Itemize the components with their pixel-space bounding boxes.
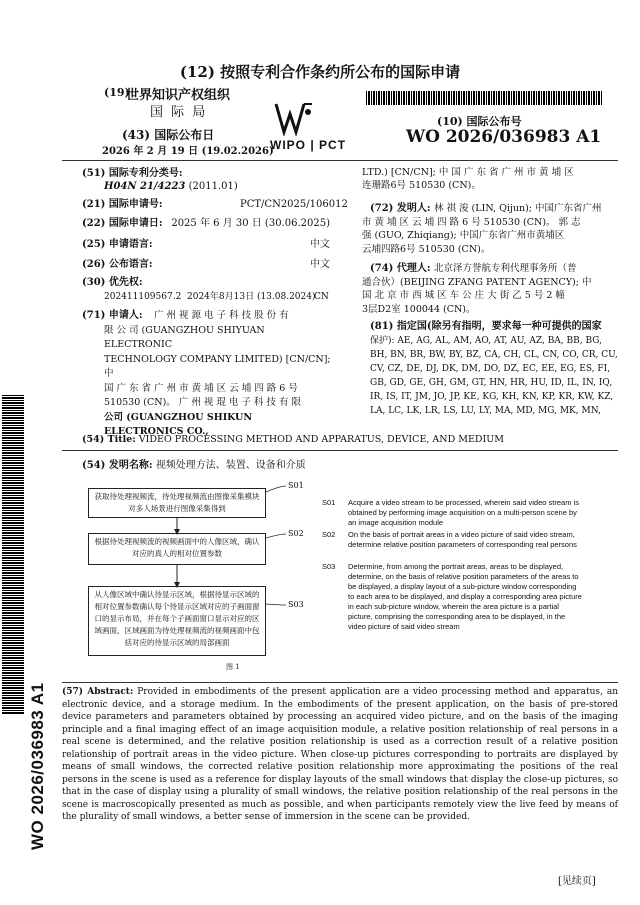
title-en: VIDEO PROCESSING METHOD AND APPARATUS, DEVICE, AND MEDIUM (138, 434, 504, 445)
abstract-text: Provided in embodiments of the present application are a video processing method and apparatus, an electronic device, and a storage medium. In the embodiments of the present application, on the basis of pre-stored device parameters and parameters obtained by processing an acquired video picture, and on the basis of the imaging principle and a final imaging effect of an image acquisition module, a relative position relationship of real persons in a real scene is determined, and the relative position relationship is used as a correction result of a relative position relationship of portrait areas in the video picture. When close-up pictures corresponding to portraits are displayed by means of small windows, the corrected relative position relationship more approximating the positions of the real persons in the scene is used as a reference for display layouts of the small windows that display the close-up pictures, so that in the case of display using a plurality of small windows, the relative position relationship of the real persons in the scene is macroscopically presented as much as possible, and when participants remotely view the live feed by means of the plurality of small windows, a better sense of immersion in the scene can be provided. (62, 687, 618, 822)
agent-line: 国 北 京 市 西 城 区 车 公 庄 大 街 乙 5 号 2 幢 (362, 290, 565, 301)
ipc-year: (2011.01) (188, 181, 238, 192)
agent-line: 3层D2室 100044 (CN)。 (362, 303, 476, 315)
applicant-line: TECHNOLOGY COMPANY LIMITED) [CN/CN]; 中 (104, 353, 331, 379)
filing-label: (22) 国际申请日: (82, 218, 163, 229)
applicant-label: (71) 申请人: (82, 310, 143, 321)
desc-text-s02: On the basis of portrait areas in a video picture of said video stream, determine relative position parameters of corresponding real persons (348, 530, 577, 549)
figure-caption: 图 1 (226, 663, 240, 671)
applicant-line: 国 广 东 省 广 州 市 黄 埔 区 云 埔 四 路 6 号 (104, 382, 298, 394)
desc-code-s01: S01 (322, 498, 336, 507)
step-label-s02: S02 (288, 529, 304, 538)
applicant-cont-line: LTD.) [CN/CN]; 中 国 广 东 省 广 州 市 黄 埔 区 (362, 167, 574, 178)
leader-s01 (266, 486, 286, 492)
side-pubno: WO 2026/036983 A1 (28, 682, 47, 850)
leader-s02 (266, 534, 286, 538)
ipc-label: (51) 国际专利分类号: (82, 168, 183, 179)
pubno: WO 2026/036983 A1 (406, 127, 602, 147)
applicant-continued (362, 166, 618, 192)
title-cn: 视频处理方法、装置、设备和介质 (155, 460, 306, 471)
continuation-note: [见续页] (558, 876, 596, 887)
step-label-s01: S01 (288, 481, 304, 490)
states-label: (81) 指定国(除另有指明，要求每一种可提供的国家 (370, 321, 602, 332)
title-cn-row (82, 456, 306, 471)
lang-label: (25) 申请语言: (82, 239, 153, 250)
applicant-line: 广 州 视 源 电 子 科 技 股 份 有 (154, 310, 289, 321)
agent-line: 北京泽方誉航专利代理事务所（普 (434, 263, 577, 274)
applicant-block (104, 309, 334, 440)
states-block (370, 334, 620, 418)
step-text: 从人像区域中确认待显示区域，根据待显示区域的相对位置参数确认每个待显示区域对应的子画面窗口的显示布局，并在每个子画面窗口显示对应的区域画面，区域画面为待处理视频流的视频画面中包括对应的待显示区域的局部画面 (94, 590, 260, 647)
priority-date: 2024年8月13日 (13.08.2024) (187, 292, 316, 302)
barcode-top (366, 91, 602, 105)
applicant-cont-line: 连珊路6号 510530 (CN)。 (362, 180, 481, 191)
agent-block (362, 262, 618, 316)
step-text: 根据待处理视频流的视频画面中的人像区域，确认对应的真人的相对位置参数 (94, 537, 260, 558)
applicant-line: 公司 (GUANGZHOU SHIKUN ELECTRONICS CO., (104, 411, 253, 437)
inventor-line: 市 黄 埔 区 云 埔 四 路 6 号 510530 (CN)。 郭 志 (362, 216, 581, 228)
agent-label: (74) 代理人: (370, 263, 431, 274)
inventor-line: 林 祺 浚 (LIN, Qijun); 中国广东省广州 (434, 203, 602, 214)
org-name: 世界知识产权组织 (126, 88, 231, 103)
appno-label: (21) 国际申请号: (82, 199, 163, 210)
abstract-label: (57) Abstract: (62, 687, 134, 697)
ipc-code-row (104, 180, 238, 193)
priority-country: CN (314, 292, 329, 302)
flowchart-connectors (80, 478, 320, 668)
publang-label: (26) 公布语言: (82, 259, 153, 270)
appno-value: PCT/CN2025/106012 (240, 199, 348, 210)
states-line: LA, LC, LK, LR, LS, LU, LY, MA, MD, MG, MK, MN, (370, 406, 601, 416)
title-en-label: (54) Title: (82, 434, 136, 445)
states-line: CV, CZ, DE, DJ, DK, DM, DO, DZ, EC, EE, EG, ES, FI, (370, 364, 611, 374)
title-en-row (82, 434, 504, 445)
desc-code-s02: S02 (322, 530, 336, 539)
header-rule (62, 160, 618, 161)
abstract-block (62, 686, 618, 824)
states-line: 保护): AE, AG, AL, AM, AO, AT, AU, AZ, BA, BB, BG, (370, 336, 602, 346)
states-line: GB, GD, GE, GH, GM, GT, HN, HR, HU, ID, IL, IN, IQ, (370, 378, 613, 388)
leader-s03 (266, 604, 286, 605)
barcode-side (2, 395, 24, 715)
desc-text-s03: Determine, from among the portrait areas, areas to be displayed, determine, on the basis of relative position parameters of the areas to be displayed, a display layout of a sub-picture window corresponding to each area to be displayed, and display a corresponding area picture in each sub-picture window, wherein the area picture is a partial picture, comprising the corresponding area to be displayed, in the video picture of said video stream (348, 562, 582, 631)
inventor-block (362, 202, 618, 256)
priority-label: (30) 优先权: (82, 277, 143, 288)
inventor-line: 云埔四路6号 510530 (CN)。 (362, 243, 491, 255)
applicant-line: 510530 (CN)。 广 州 视 琨 电 子 科 技 有 限 (104, 397, 301, 408)
title-rule (62, 450, 618, 451)
pubdate: 2026 年 2 月 19 日 (19.02.2026) (102, 146, 274, 157)
inventor-line: 强 (GUO, Zhiqiang); 中国广东省广州市黄埔区 (362, 230, 565, 241)
filing-value: 2025 年 6 月 30 日 (30.06.2025) (171, 218, 330, 229)
wipo-logo-text: WIPO | PCT (270, 138, 347, 152)
states-line: BH, BN, BR, BW, BY, BZ, CA, CH, CL, CN, CO, CR, CU, (370, 350, 618, 360)
states-line: IR, IS, IT, JM, JO, JP, KE, KG, KH, KN, KP, KR, KW, KZ, (370, 392, 614, 402)
publang-value: 中文 (310, 259, 330, 270)
applicant-line: 限 公 司 (GUANGZHOU SHIYUAN ELECTRONIC (104, 324, 265, 350)
step-label-s03: S03 (288, 600, 304, 609)
desc-code-s03: S03 (322, 562, 336, 571)
inventor-label: (72) 发明人: (370, 203, 431, 214)
pubdate-label: (43) 国际公布日 (122, 128, 215, 142)
step-text: 获取待处理视频流，待处理视频流由图像采集模块对多人场景进行图像采集得到 (94, 492, 260, 513)
priority-no: 202411109567.2 (104, 292, 182, 302)
ipc-value: H04N 21/4223 (104, 181, 186, 192)
wipo-logo (270, 100, 380, 156)
agent-line: 通合伙）(BEIJING ZFANG PATENT AGENCY); 中 (362, 276, 592, 288)
org-number: (19) (104, 86, 130, 99)
document-title: (12) 按照专利合作条约所公布的国际申请 (179, 63, 461, 81)
desc-text-s01: Acquire a video stream to be processed, wherein said video stream is obtained by performing image acquisition on a multi-person scene by an image acquisition module (348, 498, 579, 527)
pubno-label: (10) 国际公布号 (437, 115, 522, 128)
title-cn-label: (54) 发明名称: (82, 460, 153, 471)
org-bureau: 国 际 局 (150, 105, 208, 120)
abstract-rule (62, 682, 618, 683)
lang-value: 中文 (310, 239, 330, 250)
